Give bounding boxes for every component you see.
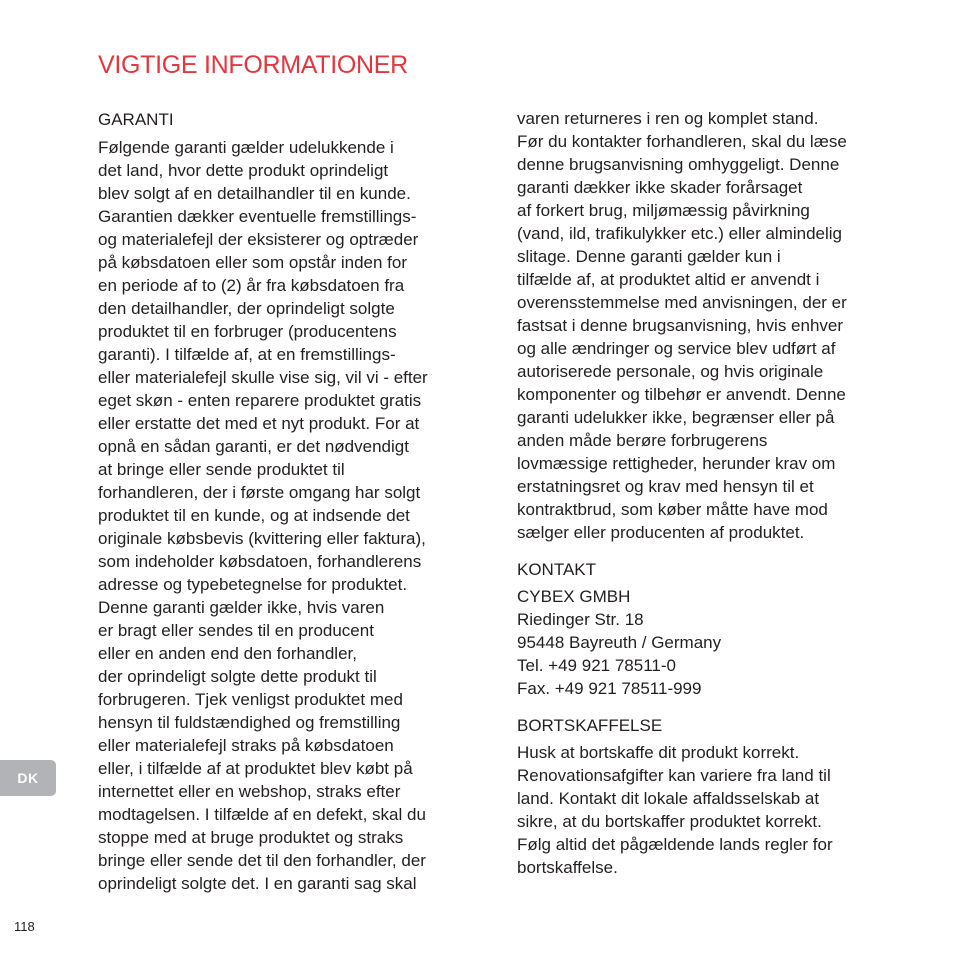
section-spacer [517, 544, 907, 558]
garanti-line: som indeholder købsdatoen, forhandlerens [98, 552, 422, 571]
garanti-line: overensstemmelse med anvisningen, der er [517, 293, 847, 312]
garanti-line: Følgende garanti gælder udelukkende i [98, 138, 394, 157]
garanti-line: garanti dækker ikke skader forårsaget [517, 178, 803, 197]
kontakt-heading: KONTAKT [517, 560, 597, 579]
garanti-line: eget skøn - enten reparere produktet gratis [98, 391, 422, 410]
garanti-line: en periode af to (2) år fra købsdatoen fra [98, 276, 405, 295]
garanti-line: internettet eller en webshop, straks efter [98, 782, 401, 801]
garanti-heading: GARANTI [98, 110, 174, 129]
garanti-line: garanti udelukker ikke, begrænser eller på [517, 408, 835, 427]
garanti-line: eller, i tilfælde af at produktet blev købt på [98, 759, 413, 778]
garanti-line: opnå en sådan garanti, er det nødvendigt [98, 437, 409, 456]
bortskaffelse-line: Renovationsafgifter kan variere fra land til [517, 766, 831, 785]
garanti-line: eller materialefejl straks på købsdatoen [98, 736, 394, 755]
right-column [517, 107, 907, 879]
garanti-line: tilfælde af, at produktet altid er anvendt i [517, 270, 820, 289]
garanti-line: forhandleren, der i første omgang har solgt [98, 483, 421, 502]
garanti-line: oprindeligt solgte det. I en garanti sag skal [98, 874, 417, 893]
garanti-line: denne brugsanvisning omhyggeligt. Denne [517, 155, 840, 174]
language-tab [0, 760, 56, 796]
garanti-line: autoriserede personale, og hvis originale [517, 362, 824, 381]
garanti-line: varen returneres i ren og komplet stand. [517, 109, 819, 128]
garanti-line: Før du kontakter forhandleren, skal du læse [517, 132, 847, 151]
garanti-line: sælger eller producenten af produktet. [517, 523, 805, 542]
garanti-line: produktet til en kunde, og at indsende det [98, 506, 410, 525]
garanti-line: garanti). I tilfælde af, at en fremstillings- [98, 345, 396, 364]
garanti-line: forbrugeren. Tjek venligst produktet med [98, 690, 403, 709]
garanti-line: erstatningsret og krav med hensyn til et [517, 477, 814, 496]
garanti-line: på købsdatoen eller som opstår inden for [98, 253, 408, 272]
garanti-line: eller erstatte det med et nyt produkt. For at [98, 414, 420, 433]
garanti-line: fastsat i denne brugsanvisning, hvis enhver [517, 316, 844, 335]
bortskaffelse-line: bortskaffelse. [517, 858, 618, 877]
company-name: CYBEX GMBH [517, 587, 631, 606]
left-column [98, 108, 488, 895]
garanti-line: og materialefejl der eksisterer og optræder [98, 230, 419, 249]
bortskaffelse-line: Følg altid det pågældende lands regler for [517, 835, 833, 854]
garanti-line: og alle ændringer og service blev udført af [517, 339, 836, 358]
garanti-line: er bragt eller sendes til en producent [98, 621, 374, 640]
address-street: Riedinger Str. 18 [517, 610, 644, 629]
garanti-line: eller materialefejl skulle vise sig, vil vi - efter [98, 368, 428, 387]
page-number: 118 [14, 919, 35, 934]
garanti-line: lovmæssige rettigheder, herunder krav om [517, 454, 836, 473]
garanti-line: modtagelsen. I tilfælde af en defekt, skal du [98, 805, 426, 824]
garanti-line: Denne garanti gælder ikke, hvis varen [98, 598, 385, 617]
garanti-line: den detailhandler, der oprindeligt solgte [98, 299, 395, 318]
garanti-line: bringe eller sende det til den forhandler, der [98, 851, 426, 870]
garanti-line: det land, hvor dette produkt oprindeligt [98, 161, 389, 180]
garanti-line: stoppe med at bruge produktet og straks [98, 828, 404, 847]
bortskaffelse-heading: BORTSKAFFELSE [517, 716, 663, 735]
page-title: VIGTIGE INFORMATIONER [98, 51, 408, 79]
garanti-line: produktet til en forbruger (producentens [98, 322, 397, 341]
garanti-text-continued [517, 107, 907, 544]
garanti-line: Garantien dækker eventuelle fremstillings- [98, 207, 417, 226]
garanti-line: blev solgt af en detailhandler til en kunde. [98, 184, 411, 203]
fax-number: Fax. +49 921 78511-999 [517, 679, 702, 698]
garanti-line: eller en anden end den forhandler, [98, 644, 357, 663]
garanti-line: adresse og typebetegnelse for produktet. [98, 575, 408, 594]
garanti-text [98, 136, 488, 895]
garanti-line: af forkert brug, miljømæssig påvirkning [517, 201, 810, 220]
garanti-line: slitage. Denne garanti gælder kun i [517, 247, 781, 266]
garanti-line: der oprindeligt solgte dette produkt til [98, 667, 377, 686]
language-tab-label: DK [17, 770, 39, 786]
garanti-line: (vand, ild, trafikulykker etc.) eller almindelig [517, 224, 843, 243]
phone-number: Tel. +49 921 78511-0 [517, 656, 676, 675]
bortskaffelse-line: sikre, at du bortskaffer produktet korrekt. [517, 812, 822, 831]
bortskaffelse-text [517, 741, 907, 879]
garanti-line: hensyn til fuldstændighed og fremstilling [98, 713, 401, 732]
section-spacer [517, 700, 907, 714]
bortskaffelse-line: land. Kontakt dit lokale affaldsselskab at [517, 789, 820, 808]
bortskaffelse-line: Husk at bortskaffe dit produkt korrekt. [517, 743, 800, 762]
garanti-line: originale købsbevis (kvittering eller faktura), [98, 529, 426, 548]
garanti-line: anden måde berøre forbrugerens [517, 431, 768, 450]
address-city: 95448 Bayreuth / Germany [517, 633, 722, 652]
garanti-line: komponenter og tilbehør er anvendt. Denne [517, 385, 846, 404]
garanti-line: at bringe eller sende produktet til [98, 460, 345, 479]
garanti-line: kontraktbrud, som køber måtte have mod [517, 500, 828, 519]
